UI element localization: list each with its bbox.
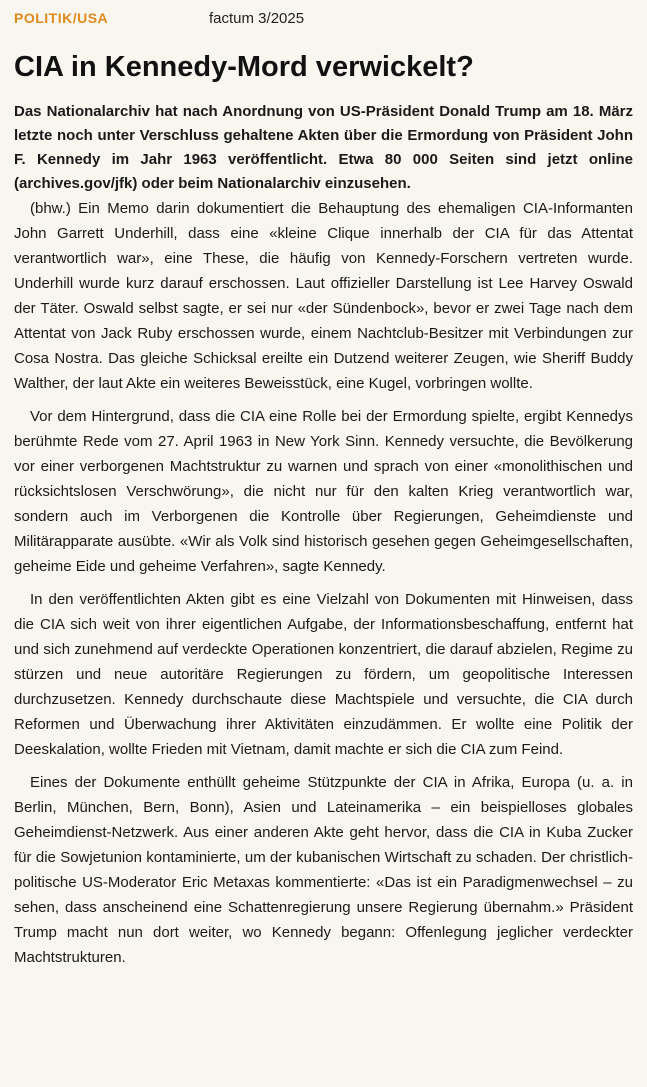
page-header xyxy=(14,10,633,32)
article-paragraph-4: Eines der Dokumente enthüllt geheime Stützpunkte der CIA in Afrika, Europa (u. a. in Berlin, München, Bern, Bonn), Asien und Lateinamerika – ein beispielloses globales Geheimdienst-Netzwerk. Aus einer anderen Akte geht hervor, dass die CIA in Kuba Zucker für die Sowjetunion kontaminierte, um der kubanischen Wirtschaft zu schaden. Der christlich-politische US-Moderator Eric Metaxas kommentierte: «Das ist ein Paradigmenwechsel – zu sehen, dass anscheinend eine Schattenregierung unsere Regierung übernahm.» Präsident Trump macht nun dort weiter, wo Kennedy begann: Offenlegung jeglicher verdeckter Machtstrukturen. xyxy=(14,774,633,966)
issue-label: factum 3/2025 xyxy=(209,10,305,27)
article-lead: Das Nationalarchiv hat nach Anordnung von US-Präsident Donald Trump am 18. März letzte noch unter Verschluss gehaltene Akten über die Ermordung von Präsident John F. Kennedy im Jahr 1963 veröffentlicht. Etwa 80 000 Seiten sind jetzt online (archives.gov/jfk) oder beim Nationalarchiv einzusehen. xyxy=(14,103,633,192)
article-title: CIA in Kennedy-Mord verwickelt? xyxy=(14,51,474,83)
article-paragraph-1: (bhw.) Ein Memo darin dokumentiert die Behauptung des ehemaligen CIA-Informanten John Garrett Underhill, dass eine «kleine Clique innerhalb der CIA für das Attentat verantwortlich war», eine These, die häufig von Kennedy-Forschern vertreten wurde. Underhill wurde kurz darauf erschossen. Laut offizieller Darstellung ist Lee Harvey Oswald der Täter. Oswald selbst sagte, er sei nur «der Sündenbock», bevor er zwei Tage nach dem Attentat von Jack Ruby erschossen wurde, einem Nachtclub-Besitzer mit Verbindungen zur Cosa Nostra. Das gleiche Schicksal ereilte ein Dutzend weiterer Zeugen, wie Sheriff Buddy Walther, der laut Akte ein weiteres Beweisstück, eine Kugel, vorbringen wollte. xyxy=(14,200,633,392)
article-paragraph-2: Vor dem Hintergrund, dass die CIA eine Rolle bei der Ermordung spielte, ergibt Kennedys berühmte Rede vom 27. April 1963 in New York Sinn. Kennedy versuchte, die Bevölkerung vor einer verborgenen Machtstruktur zu warnen und sprach von einer «monolithischen und rücksichtslosen Verschwörung», die nicht nur für den kalten Krieg verantwortlich war, sondern auch im Verborgenen die Kontrolle über Regierungen, Geheimdienste und Militärapparate ausübte. «Wir als Volk sind historisch gesehen gegen Geheimgesellschaften, geheime Eide und geheime Verfahren», sagte Kennedy. xyxy=(14,408,633,575)
section-label: POLITIK/USA xyxy=(14,10,109,26)
article-paragraph-3: In den veröffentlichten Akten gibt es eine Vielzahl von Dokumenten mit Hinweisen, dass die CIA sich weit von ihrer eigentlichen Aufgabe, der Informationsbeschaffung, entfernt hat und sich zunehmend auf verdeckte Operationen konzentriert, die darauf abzielen, Regime zu stürzen und neue autoritäre Regierungen zu fördern, um geopolitische Interessen durchzusetzen. Kennedy durchschaute diese Machtspiele und versuchte, die CIA durch Reformen und Überwachung ihrer Aktivitäten einzudämmen. Er wollte eine Politik der Deeskalation, wollte Frieden mit Vietnam, damit machte er sich die CIA zum Feind. xyxy=(14,591,633,758)
